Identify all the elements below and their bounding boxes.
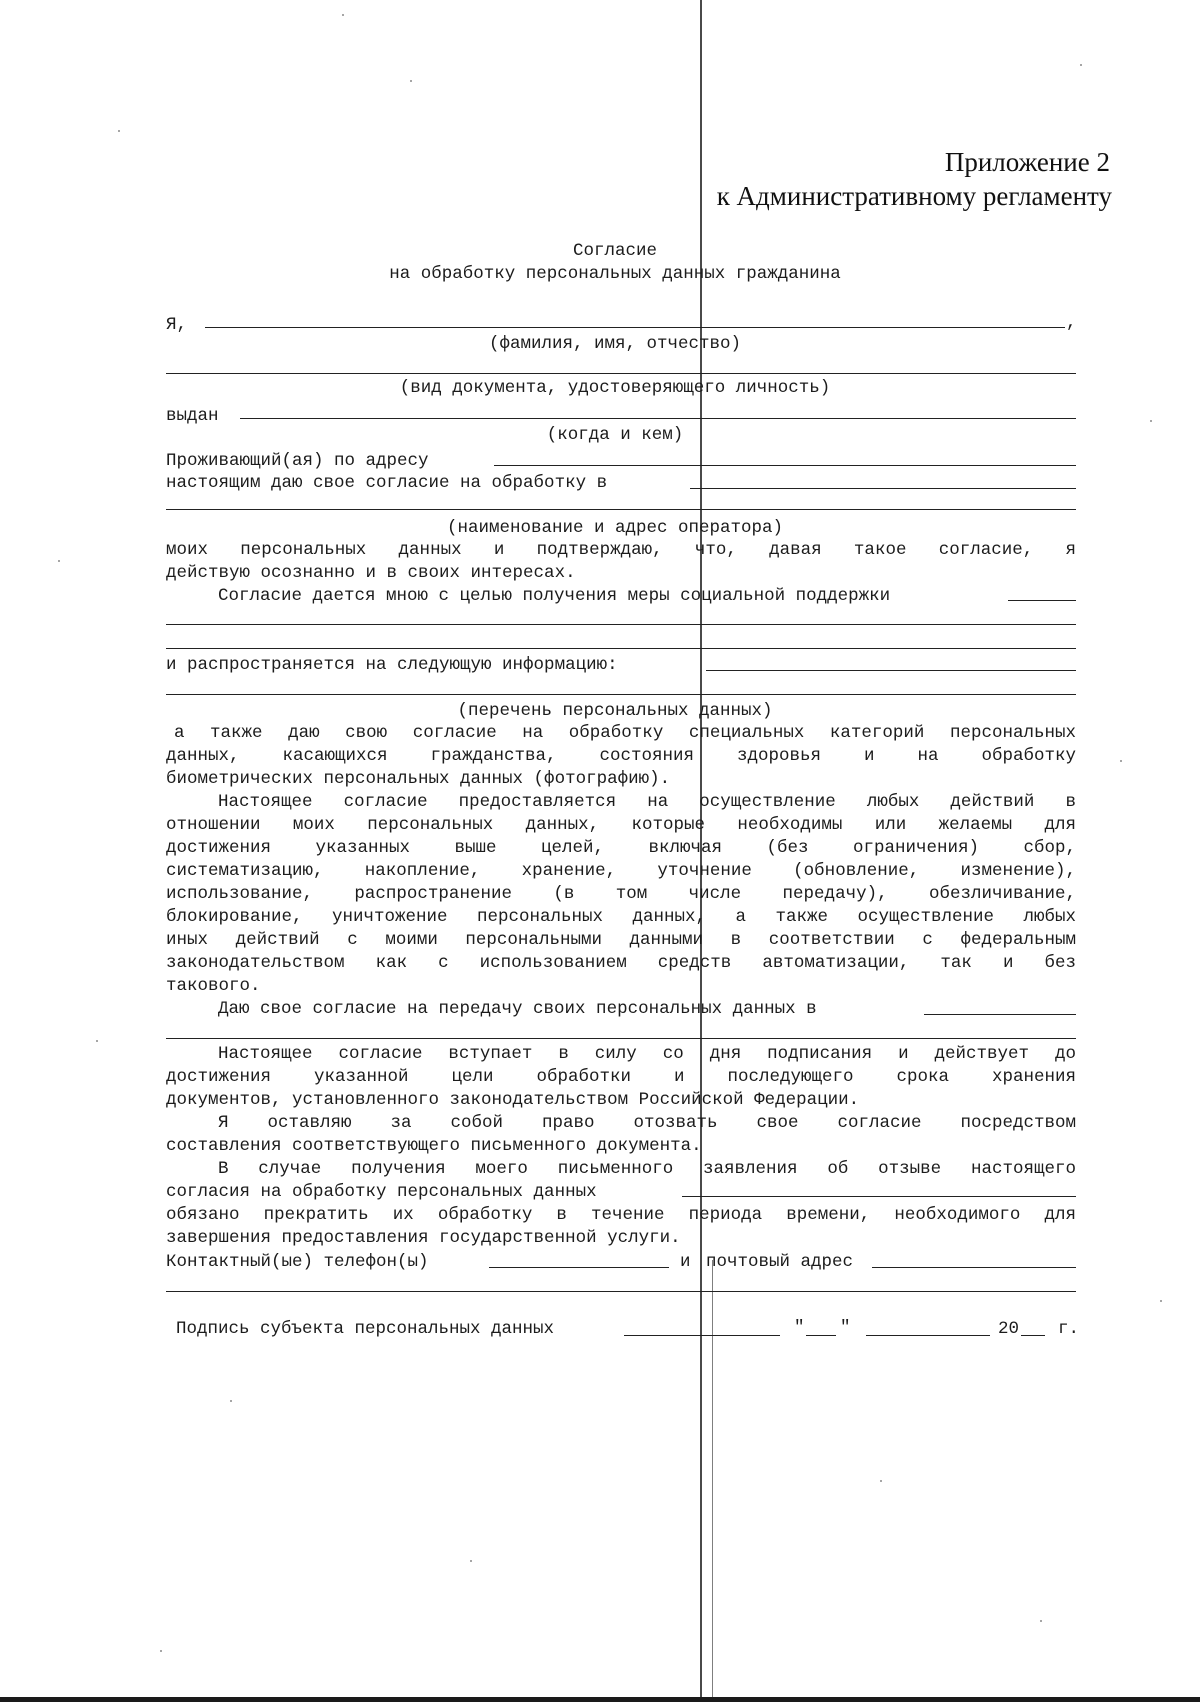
special-consent-line: данных, касающихся гражданства, состояния здоровья и на обработку <box>166 746 1076 766</box>
date-quote-open: " <box>794 1318 805 1338</box>
date-day-field-line[interactable] <box>806 1335 836 1336</box>
scan-speck <box>1080 64 1082 66</box>
scan-speck <box>1150 420 1152 422</box>
scan-speck <box>342 14 344 16</box>
scan-speck <box>1120 760 1122 762</box>
effect-paragraph-line: Настоящее согласие вступает в силу со дня подписания и действует до <box>218 1044 1076 1064</box>
operator-caption: (наименование и адрес оператора) <box>446 518 784 538</box>
effect-paragraph-line: документов, установленного законодательством Российской Федерации. <box>166 1090 860 1110</box>
phone-field-line[interactable] <box>489 1267 669 1268</box>
purpose-label: Согласие дается мною с целью получения меры социальной поддержки <box>218 586 891 606</box>
scan-speck <box>470 1560 472 1562</box>
signature-field-line[interactable] <box>624 1335 780 1336</box>
actions-paragraph-line: систематизацию, накопление, хранение, уточнение (обновление, изменение), <box>166 861 1076 881</box>
address-label: Проживающий(ая) по адресу <box>166 451 429 471</box>
applies-field-line-2[interactable] <box>166 694 1076 695</box>
document-field-line[interactable] <box>166 373 1076 374</box>
actions-paragraph-line: отношении моих персональных данных, которые необходимы или желаемы для <box>166 815 1076 835</box>
transfer-field-line[interactable] <box>924 1014 1076 1015</box>
appendix-number: Приложение 2 <box>944 147 1110 177</box>
operator-field-line-2[interactable] <box>166 509 1076 510</box>
fio-field-line[interactable] <box>205 327 1065 328</box>
date-month-field-line[interactable] <box>866 1335 990 1336</box>
purpose-field-line[interactable] <box>1008 600 1076 601</box>
actions-paragraph-line: достижения указанных выше целей, включая (без ограничения) сбор, <box>166 838 1076 858</box>
scan-speck <box>160 1650 162 1652</box>
my-data-line: моих персональных данных и подтверждаю, что, давая такое согласие, я <box>166 540 1076 560</box>
postal-field-line-2[interactable] <box>166 1291 1076 1292</box>
consent-to-label: настоящим даю свое согласие на обработку в <box>166 473 608 493</box>
scan-speck <box>1040 1620 1042 1622</box>
postal-label: почтовый адрес <box>706 1252 854 1272</box>
scan-speck <box>96 1040 98 1042</box>
year-prefix: 20 <box>998 1319 1020 1339</box>
special-consent-line: а также даю свою согласие на обработку специальных категорий персональных <box>174 723 1076 743</box>
postal-field-line[interactable] <box>872 1267 1076 1268</box>
scan-speck <box>58 560 60 562</box>
scan-artifact-line <box>712 1260 713 1702</box>
document-caption: (вид документа, удостоверяющего личность) <box>399 378 831 398</box>
regulation-reference: к Административному регламенту <box>716 181 1112 211</box>
revoke-paragraph-line: составления соответствующего письменного документа. <box>166 1136 702 1156</box>
year-field-line[interactable] <box>1021 1335 1045 1336</box>
transfer-label: Даю свое согласие на передачу своих персональных данных в <box>218 999 817 1019</box>
address-field-line[interactable] <box>494 465 1076 466</box>
document-subtitle: на обработку персональных данных гражданина <box>389 264 841 284</box>
operator-field-line[interactable] <box>690 488 1076 489</box>
applies-field-line[interactable] <box>706 670 1076 671</box>
document-title: Согласие <box>572 241 657 261</box>
purpose-field-line-3[interactable] <box>166 648 1076 649</box>
actions-paragraph-line: Настоящее согласие предоставляется на осуществление любых действий в <box>218 792 1076 812</box>
scan-speck <box>1160 1300 1162 1302</box>
i-label: Я, <box>166 315 188 335</box>
list-caption: (перечень персональных данных) <box>457 701 773 721</box>
phone-label: Контактный(ые) телефон(ы) <box>166 1252 429 1272</box>
scan-speck <box>880 1480 882 1482</box>
revocation-operator-field-line[interactable] <box>682 1196 1076 1197</box>
when-caption: (когда и кем) <box>546 425 684 445</box>
actions-paragraph-line: использование, распространение (в том числе передачу), обезличивание, <box>166 884 1076 904</box>
and-label: и <box>680 1252 691 1272</box>
issued-label: выдан <box>166 406 219 426</box>
transfer-field-line-2[interactable] <box>166 1038 1076 1039</box>
scan-speck <box>118 130 120 132</box>
revocation-case-line: В случае получения моего письменного заявления об отзыве настоящего <box>218 1159 1076 1179</box>
stop-processing-line: обязано прекратить их обработку в течение периода времени, необходимого для <box>166 1205 1076 1225</box>
scan-speck <box>410 80 412 82</box>
applies-label: и распространяется на следующую информацию: <box>166 655 618 675</box>
signature-label: Подпись субъекта персональных данных <box>176 1319 555 1339</box>
purpose-field-line-2[interactable] <box>166 624 1076 625</box>
special-consent-line: биометрических персональных данных (фотографию). <box>166 769 671 789</box>
fio-caption: (фамилия, имя, отчество) <box>488 334 742 354</box>
completion-line: завершения предоставления государственной услуги. <box>166 1228 681 1248</box>
issued-field-line[interactable] <box>240 418 1076 419</box>
effect-paragraph-line: достижения указанной цели обработки и последующего срока хранения <box>166 1067 1076 1087</box>
my-data-line: действую осознанно и в своих интересах. <box>166 563 576 583</box>
fio-comma: , <box>1066 313 1077 333</box>
consent-processing-label: согласия на обработку персональных данных <box>166 1182 597 1202</box>
scan-bottom-edge <box>0 1697 1200 1702</box>
actions-paragraph-line: иных действий с моими персональными данными в соответствии с федеральным <box>166 930 1076 950</box>
date-quote-close: " <box>840 1318 851 1338</box>
actions-paragraph-line: блокирование, уничтожение персональных данных, а также осуществление любых <box>166 907 1076 927</box>
actions-paragraph-line: такового. <box>166 976 261 996</box>
scan-speck <box>230 1400 232 1402</box>
revoke-paragraph-line: Я оставляю за собой право отозвать свое согласие посредством <box>218 1113 1076 1133</box>
actions-paragraph-line: законодательством как с использованием средств автоматизации, так и без <box>166 953 1076 973</box>
year-suffix: г. <box>1058 1319 1080 1339</box>
